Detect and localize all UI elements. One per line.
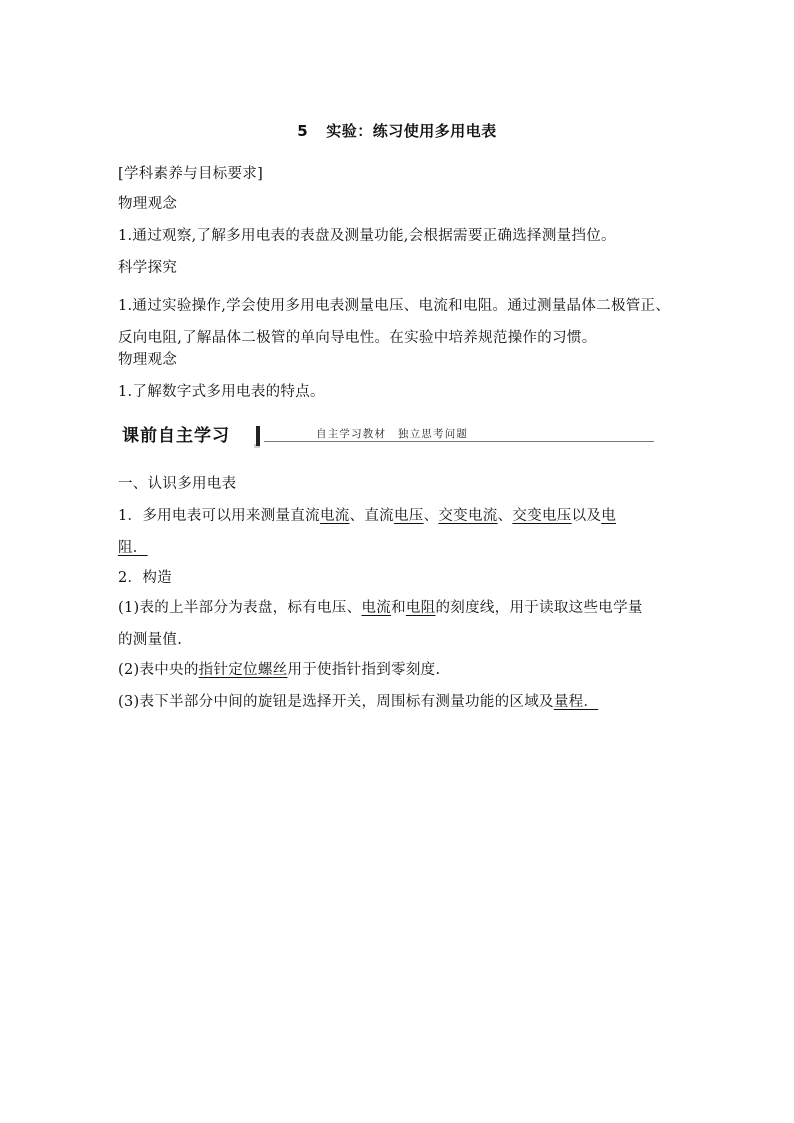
text: 、 bbox=[497, 508, 513, 524]
blank-answer: 量程． bbox=[553, 694, 599, 710]
banner-bar bbox=[256, 426, 260, 446]
blank-answer: 阻． bbox=[118, 540, 148, 556]
p3-line bbox=[118, 692, 598, 712]
objective-item: 1.通过观察,了解多用电表的表盘及测量功能,会根据需要正确选择测量挡位。 bbox=[118, 228, 616, 244]
text: 1．多用电表可以用来测量直流 bbox=[118, 508, 320, 524]
section-heading: 一、认识多用电表 bbox=[118, 476, 237, 492]
objective-label-concept: 物理观念 bbox=[118, 196, 178, 212]
text: 、直流 bbox=[349, 508, 394, 524]
blank-answer: 电压 bbox=[393, 508, 424, 524]
lesson-number: 5 bbox=[297, 122, 309, 140]
item2-heading: 2．构造 bbox=[118, 570, 172, 586]
text: (2)表中央的 bbox=[118, 662, 199, 678]
page-title bbox=[0, 120, 794, 141]
text: 的刻度线，用于读取这些电学量 bbox=[435, 600, 643, 616]
banner-subtitle: 自主学习教材 独立思考问题 bbox=[316, 428, 469, 440]
blank-answer: 指针定位螺丝 bbox=[198, 662, 288, 678]
p2-line bbox=[118, 660, 440, 680]
blank-answer: 电阻 bbox=[405, 600, 436, 616]
objective-item: 1.通过实验操作,学会使用多用电表测量电压、电流和电阻。通过测量晶体二极管正、反向电阻,了解晶体二极管的单向导电性。在实验中培养规范操作的习惯。 bbox=[118, 298, 671, 346]
lesson-title: 实验：练习使用多用电表 bbox=[326, 122, 497, 140]
text: (3)表下半部分中间的旋钮是选择开关，周围标有测量功能的区域及 bbox=[118, 694, 554, 710]
section-banner bbox=[118, 424, 654, 448]
blank-answer: 电流 bbox=[319, 508, 350, 524]
text: 、 bbox=[423, 508, 439, 524]
p1-line2: 的测量值. bbox=[118, 632, 183, 648]
item1-line2 bbox=[118, 538, 148, 558]
p1-line1 bbox=[118, 598, 643, 618]
banner-title: 课前自主学习 bbox=[118, 424, 254, 448]
blank-answer: 电流 bbox=[361, 600, 392, 616]
blank-answer: 交变电压 bbox=[512, 508, 572, 524]
text: 以及 bbox=[571, 508, 602, 524]
text: (1)表的上半部分为表盘，标有电压、 bbox=[118, 600, 362, 616]
item1-line1 bbox=[118, 506, 616, 526]
objective-item: 1.了解数字式多用电表的特点。 bbox=[118, 384, 325, 400]
text: 用于使指针指到零刻度. bbox=[287, 662, 441, 678]
objectives-heading: [学科素养与目标要求] bbox=[118, 166, 264, 182]
blank-answer: 电 bbox=[601, 508, 617, 524]
objective-label-concept-2: 物理观念 bbox=[118, 352, 178, 368]
blank-answer: 交变电流 bbox=[438, 508, 498, 524]
text: 和 bbox=[391, 600, 406, 616]
objective-label-inquiry: 科学探究 bbox=[118, 260, 178, 276]
banner-rule bbox=[264, 441, 654, 442]
